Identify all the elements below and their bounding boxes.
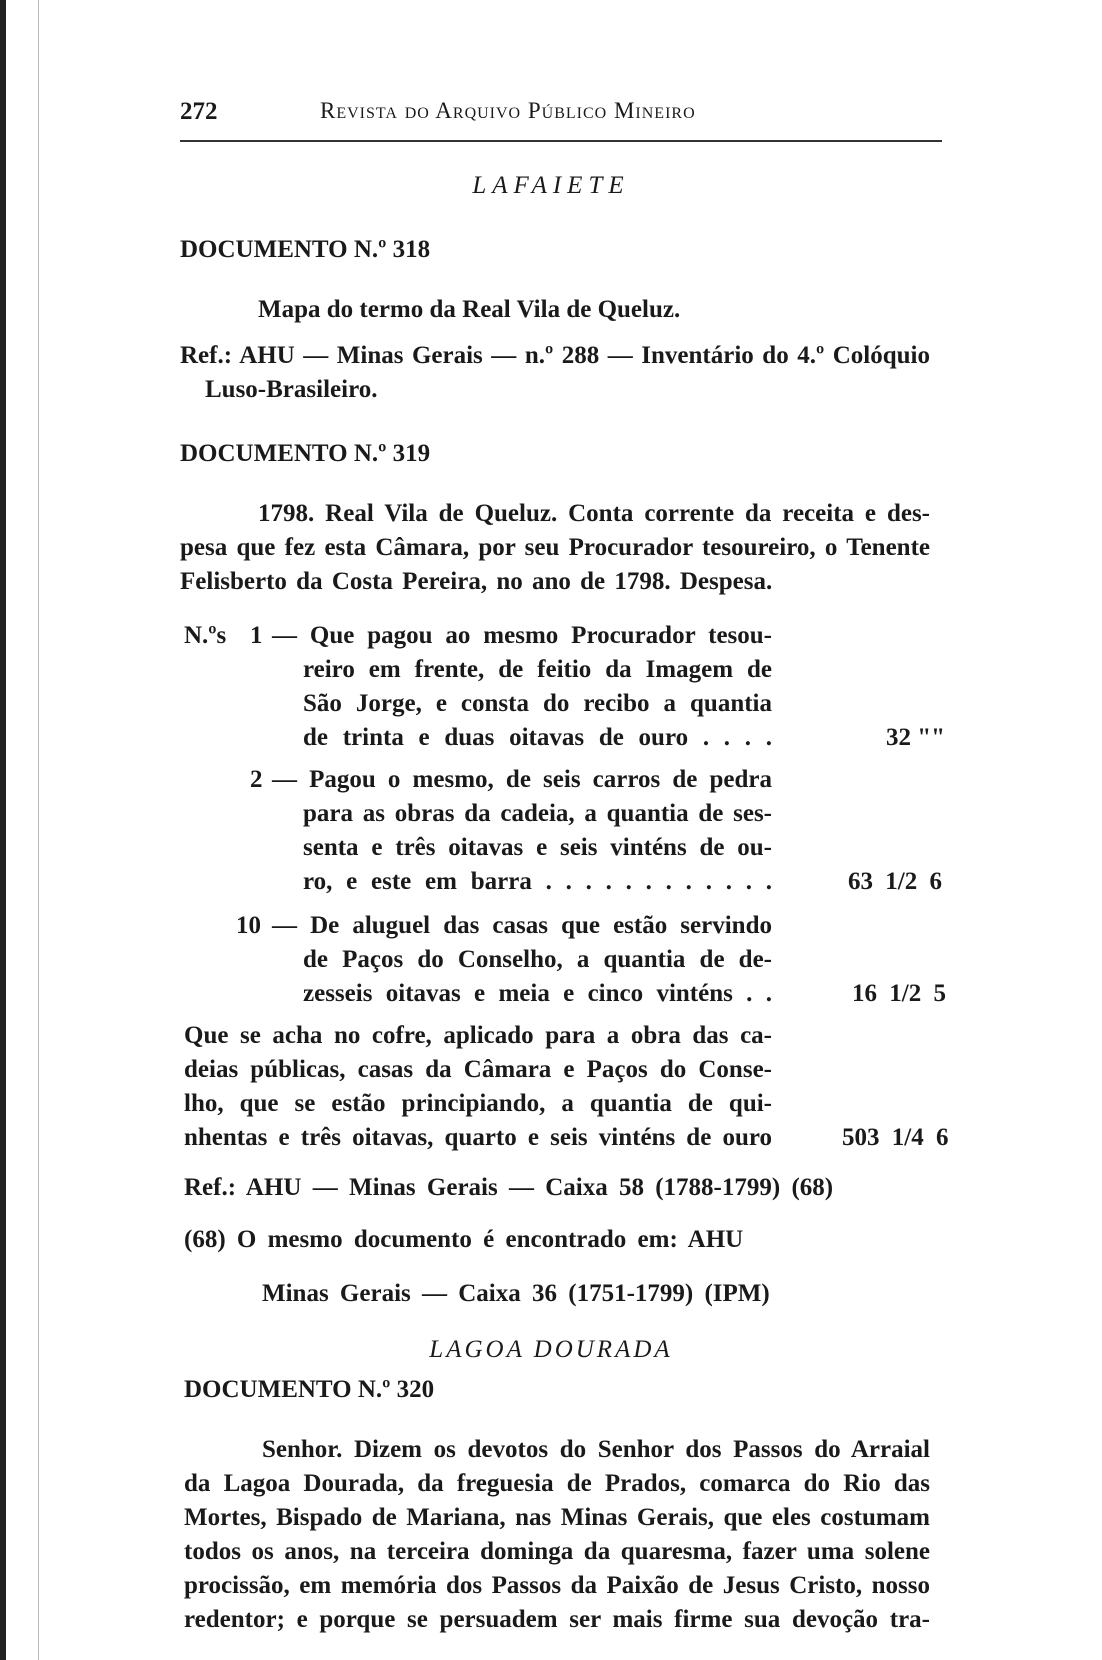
item-line: reiro em frente, de feitio da Imagem de xyxy=(303,656,772,683)
doc-318-heading: DOCUMENTO N.º 318 xyxy=(180,236,431,263)
cofre-line: Que se acha no cofre, aplicado para a obra das ca- xyxy=(184,1022,772,1049)
doc-318-ref-line2: Luso-Brasileiro. xyxy=(205,376,378,403)
section-title-lagoa-dourada: LAGOA DOURADA xyxy=(429,1336,673,1363)
footnote-line2: Minas Gerais — Caixa 36 (1751-1799) (IPM) xyxy=(262,1280,770,1307)
item-number: 10 xyxy=(236,912,261,939)
item-line: para as obras da cadeia, a quantia de ses- xyxy=(303,800,772,827)
item-line: — Pagou o mesmo, de seis carros de pedra xyxy=(272,766,772,793)
item-amount: 63 1/2 6 xyxy=(848,868,942,895)
item-line: zesseis oitavas e meia e cinco vinténs . . xyxy=(303,980,772,1007)
page-edge-line xyxy=(38,0,39,1660)
cofre-amount: 503 1/4 6 xyxy=(842,1124,949,1151)
page-number: 272 xyxy=(180,98,218,125)
page-edge-shadow xyxy=(0,0,6,1660)
doc-319-ref: Ref.: AHU — Minas Gerais — Caixa 58 (1788-1799) (68) xyxy=(184,1174,834,1201)
running-title: Revista do Arquivo Público Mineiro xyxy=(320,98,696,123)
item-line: — Que pagou ao mesmo Procurador tesou- xyxy=(272,622,772,649)
doc-320-line: Mortes, Bispado de Mariana, nas Minas Gerais, que eles costumam xyxy=(184,1504,930,1531)
doc-318-description: Mapa do termo da Real Vila de Queluz. xyxy=(258,296,681,323)
cofre-line: nhentas e três oitavas, quarto e seis vinténs de ouro xyxy=(184,1124,772,1151)
item-line: de trinta e duas oitavas de ouro . . . . xyxy=(303,724,772,751)
item-line: senta e três oitavas e seis vinténs de ou- xyxy=(303,834,772,861)
doc-320-line: todos os anos, na terceira dominga da quaresma, fazer uma solene xyxy=(184,1538,930,1565)
doc-320-line: Senhor. Dizem os devotos do Senhor dos Passos do Arraial xyxy=(262,1436,930,1463)
doc-319-intro-line: Felisberto da Costa Pereira, no ano de 1798. Despesa. xyxy=(180,568,773,595)
doc-318-ref-line1: Ref.: AHU — Minas Gerais — n.º 288 — Inventário do 4.º Colóquio xyxy=(180,342,930,369)
doc-320-heading: DOCUMENTO N.º 320 xyxy=(184,1376,435,1403)
section-title-lafaiete: LAFAIETE xyxy=(472,172,630,199)
item-number: 2 xyxy=(250,766,263,793)
header-rule xyxy=(180,140,942,142)
doc-320-line: da Lagoa Dourada, da freguesia de Prados, comarca do Rio das xyxy=(184,1470,930,1497)
item-number: 1 xyxy=(250,622,263,649)
item-prefix: N.ºs xyxy=(184,622,227,649)
item-line: — De aluguel das casas que estão servindo xyxy=(272,912,772,939)
footnote-line1: (68) O mesmo documento é encontrado em: AHU xyxy=(184,1226,744,1253)
doc-319-intro-line: pesa que fez esta Câmara, por seu Procurador tesoureiro, o Tenente xyxy=(180,534,930,561)
doc-319-heading: DOCUMENTO N.º 319 xyxy=(180,440,431,467)
doc-320-line: redentor; e porque se persuadem ser mais firme sua devoção tra- xyxy=(184,1606,930,1633)
cofre-line: lho, que se estão principiando, a quantia de qui- xyxy=(184,1090,772,1117)
doc-320-line: procissão, em memória dos Passos da Paixão de Jesus Cristo, nosso xyxy=(184,1572,930,1599)
item-amount: 16 1/2 5 xyxy=(852,980,946,1007)
item-amount: 32 "" xyxy=(886,724,946,751)
item-line: São Jorge, e consta do recibo a quantia xyxy=(303,690,772,717)
item-line: ro, e este em barra . . . . . . . . . . . . xyxy=(303,868,772,895)
cofre-line: deias públicas, casas da Câmara e Paços do Conse- xyxy=(184,1056,772,1083)
doc-319-intro-line: 1798. Real Vila de Queluz. Conta corrente da receita e des- xyxy=(258,500,930,527)
item-line: de Paços do Conselho, a quantia de de- xyxy=(303,946,772,973)
